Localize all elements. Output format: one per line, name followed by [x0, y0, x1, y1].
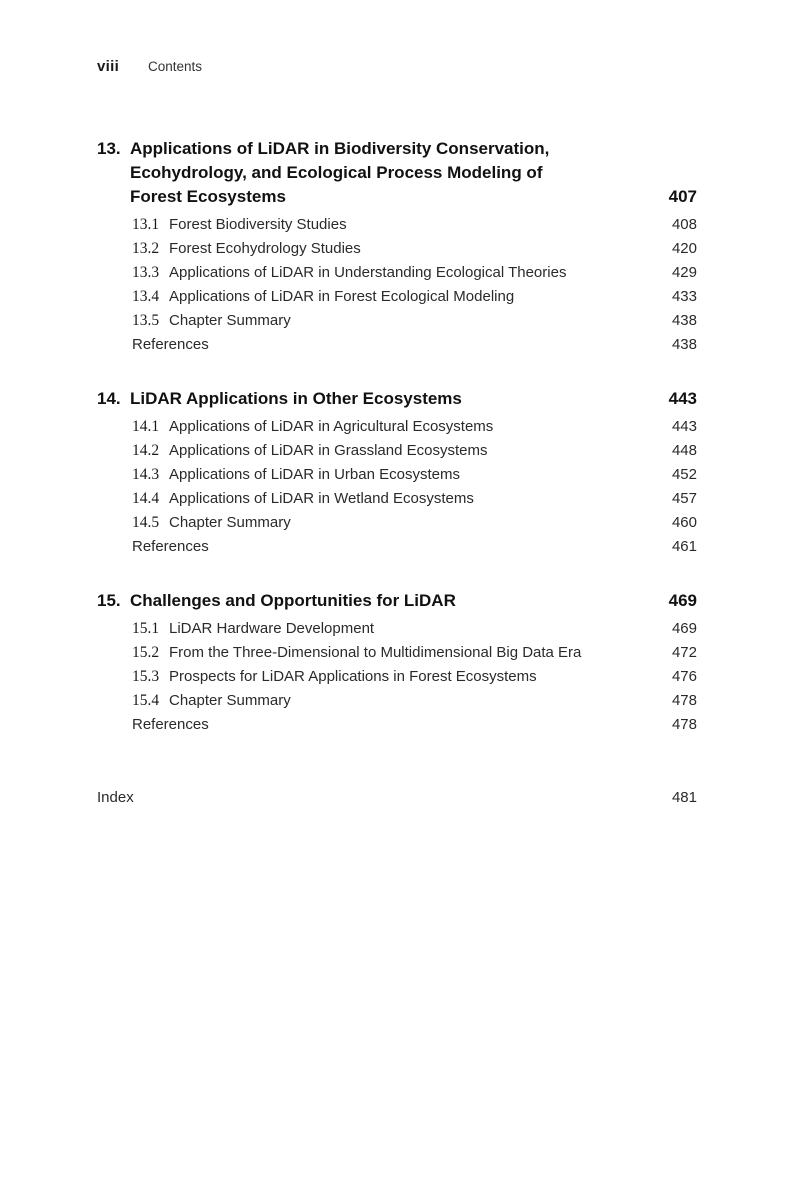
- toc-entry[interactable]: [97, 213, 697, 237]
- chapter-title: Applications of LiDAR in Biodiversity Conservation, Ecohydrology, and Ecological Process Modeling of Forest Ecosystems: [130, 139, 550, 206]
- chapter-heading[interactable]: [97, 387, 697, 411]
- section-title: Applications of LiDAR in Wetland Ecosystems: [169, 490, 474, 507]
- section-page: 478: [671, 716, 697, 733]
- section-number: 14.4: [132, 490, 160, 507]
- toc-chapter-13: [97, 137, 697, 357]
- toc-entry[interactable]: [97, 237, 697, 261]
- section-page: 460: [671, 514, 697, 531]
- section-page: 457: [671, 490, 697, 507]
- section-page: 452: [671, 466, 697, 483]
- section-number: 14.1: [132, 418, 160, 435]
- chapter-heading[interactable]: [97, 137, 697, 209]
- section-title: Applications of LiDAR in Grassland Ecosystems: [169, 442, 488, 459]
- toc-chapter-14: [97, 387, 697, 559]
- toc-entry[interactable]: [97, 261, 697, 285]
- references-label: References: [132, 538, 209, 555]
- toc-entry[interactable]: [97, 487, 697, 511]
- toc-entry[interactable]: [97, 415, 697, 439]
- section-title: Chapter Summary: [169, 312, 291, 329]
- toc-entry[interactable]: [97, 617, 697, 641]
- toc-entry-references[interactable]: [97, 333, 697, 357]
- section-title: Chapter Summary: [169, 514, 291, 531]
- section-page: 448: [671, 442, 697, 459]
- toc-entry-references[interactable]: [97, 535, 697, 559]
- toc-entry[interactable]: [97, 665, 697, 689]
- section-number: 15.3: [132, 668, 160, 685]
- section-title: LiDAR Hardware Development: [169, 620, 375, 637]
- section-page: 433: [671, 288, 697, 305]
- toc-chapter-15: [97, 589, 697, 737]
- section-number: 15.2: [132, 644, 160, 661]
- toc-entry[interactable]: [97, 641, 697, 665]
- section-number: 15.4: [132, 692, 160, 709]
- toc-entry[interactable]: [97, 511, 697, 535]
- section-title: Forest Biodiversity Studies: [169, 216, 347, 233]
- section-title: Prospects for LiDAR Applications in Forest Ecosystems: [169, 668, 537, 685]
- chapter-page: 407: [668, 187, 697, 206]
- references-label: References: [132, 716, 209, 733]
- index-page: 481: [671, 789, 697, 806]
- index-label: Index: [97, 789, 134, 806]
- section-page: 438: [671, 336, 697, 353]
- section-title: From the Three-Dimensional to Multidimensional Big Data Era: [169, 644, 582, 661]
- toc-entry[interactable]: [97, 285, 697, 309]
- section-number: 14.2: [132, 442, 160, 459]
- chapter-title: LiDAR Applications in Other Ecosystems: [130, 389, 462, 408]
- toc-entry[interactable]: [97, 309, 697, 333]
- section-number: 14.5: [132, 514, 160, 531]
- section-title: Applications of LiDAR in Forest Ecological Modeling: [169, 288, 515, 305]
- section-number: 15.1: [132, 620, 160, 637]
- toc-entry-references[interactable]: [97, 713, 697, 737]
- toc-entry[interactable]: [97, 439, 697, 463]
- section-page: 420: [671, 240, 697, 257]
- section-number: 14.3: [132, 466, 160, 483]
- section-page: 478: [671, 692, 697, 709]
- toc-index-entry[interactable]: [97, 786, 697, 810]
- section-page: 443: [671, 418, 697, 435]
- references-label: References: [132, 336, 209, 353]
- section-page: 429: [671, 264, 697, 281]
- section-page: 438: [671, 312, 697, 329]
- chapter-page: 469: [668, 591, 697, 610]
- running-header: [97, 58, 203, 78]
- section-page: 476: [671, 668, 697, 685]
- chapter-number: 14.: [97, 389, 121, 408]
- chapter-page: 443: [668, 389, 697, 408]
- chapter-number: 15.: [97, 591, 121, 610]
- section-number: 13.5: [132, 312, 160, 329]
- chapter-heading[interactable]: [97, 589, 697, 613]
- section-page: 472: [671, 644, 697, 661]
- section-page: 408: [671, 216, 697, 233]
- section-number: 13.2: [132, 240, 160, 257]
- chapter-number: 13.: [97, 139, 121, 158]
- section-number: 13.1: [132, 216, 160, 233]
- section-number: 13.4: [132, 288, 160, 305]
- section-title: Forest Ecohydrology Studies: [169, 240, 361, 257]
- section-page: 461: [671, 538, 697, 555]
- section-title: Applications of LiDAR in Understanding Ecological Theories: [169, 264, 567, 281]
- section-title: Applications of LiDAR in Agricultural Ecosystems: [169, 418, 494, 435]
- chapter-title: Challenges and Opportunities for LiDAR: [130, 591, 456, 610]
- section-title: Applications of LiDAR in Urban Ecosystems: [169, 466, 460, 483]
- section-page: 469: [671, 620, 697, 637]
- toc-entry[interactable]: [97, 463, 697, 487]
- running-title: Contents: [148, 59, 203, 74]
- toc-entry[interactable]: [97, 689, 697, 713]
- section-title: Chapter Summary: [169, 692, 291, 709]
- page-number: viii: [97, 58, 120, 75]
- section-number: 13.3: [132, 264, 160, 281]
